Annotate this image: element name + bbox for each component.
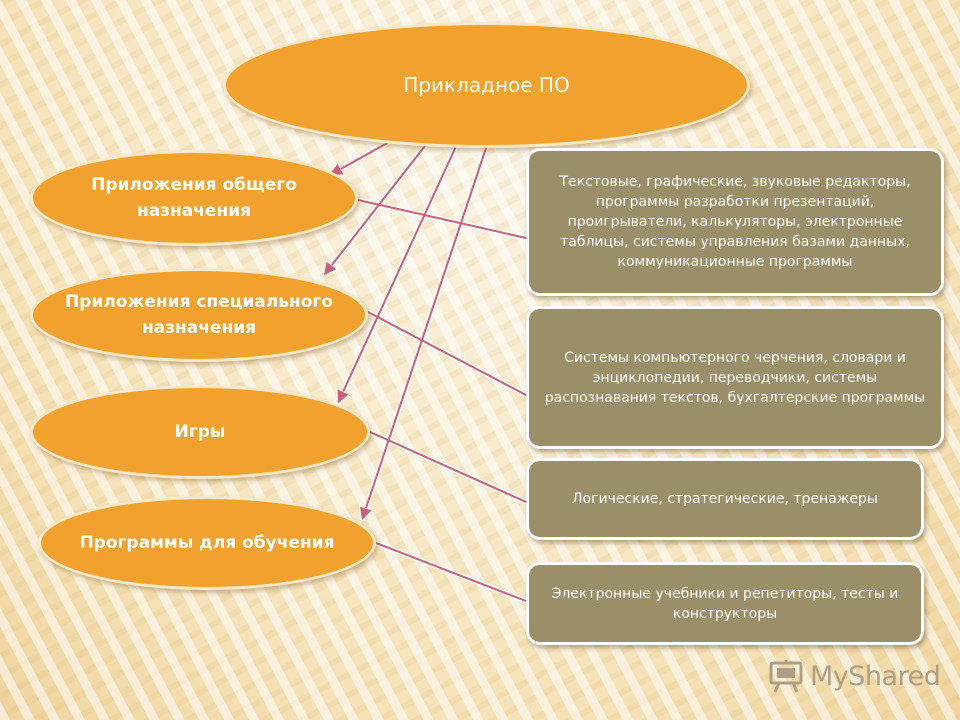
link-games bbox=[370, 432, 526, 502]
link-general-apps bbox=[358, 200, 526, 238]
category-games bbox=[30, 385, 370, 479]
description-general-apps bbox=[526, 148, 944, 296]
category-label: Приложения общего назначения bbox=[91, 175, 297, 221]
description-text: Системы компьютерного черчения, словари и энциклопедии, переводчики, системы распознавания текстов, бухгалтерские программы bbox=[544, 349, 926, 406]
category-education bbox=[38, 496, 376, 590]
description-education bbox=[526, 562, 924, 645]
link-special-apps bbox=[368, 312, 526, 395]
category-label: Приложения специального назначения bbox=[65, 292, 333, 338]
category-general-apps bbox=[30, 150, 358, 246]
description-text: Текстовые, графические, звуковые редакторы, программы разработки презентаций, проигрыватели, калькуляторы, электронные таблицы, системы управления базами данных, коммуникационные программы bbox=[559, 174, 911, 270]
description-text: Электронные учебники и репетиторы, тесты и конструкторы bbox=[551, 585, 899, 622]
category-special-apps bbox=[30, 268, 368, 362]
myshared-watermark bbox=[768, 654, 940, 698]
root-node-label: Прикладное ПО bbox=[403, 73, 570, 97]
watermark-text: MyShared bbox=[810, 660, 941, 692]
presentation-board-icon bbox=[768, 659, 804, 693]
category-label: Программы для обучения bbox=[79, 533, 335, 553]
root-node-applied-software bbox=[223, 22, 750, 148]
description-text: Логические, стратегические, тренажеры bbox=[572, 491, 878, 507]
category-label: Игры bbox=[174, 422, 226, 442]
description-special-apps bbox=[526, 306, 944, 449]
description-games bbox=[526, 458, 924, 540]
link-education bbox=[376, 543, 526, 601]
